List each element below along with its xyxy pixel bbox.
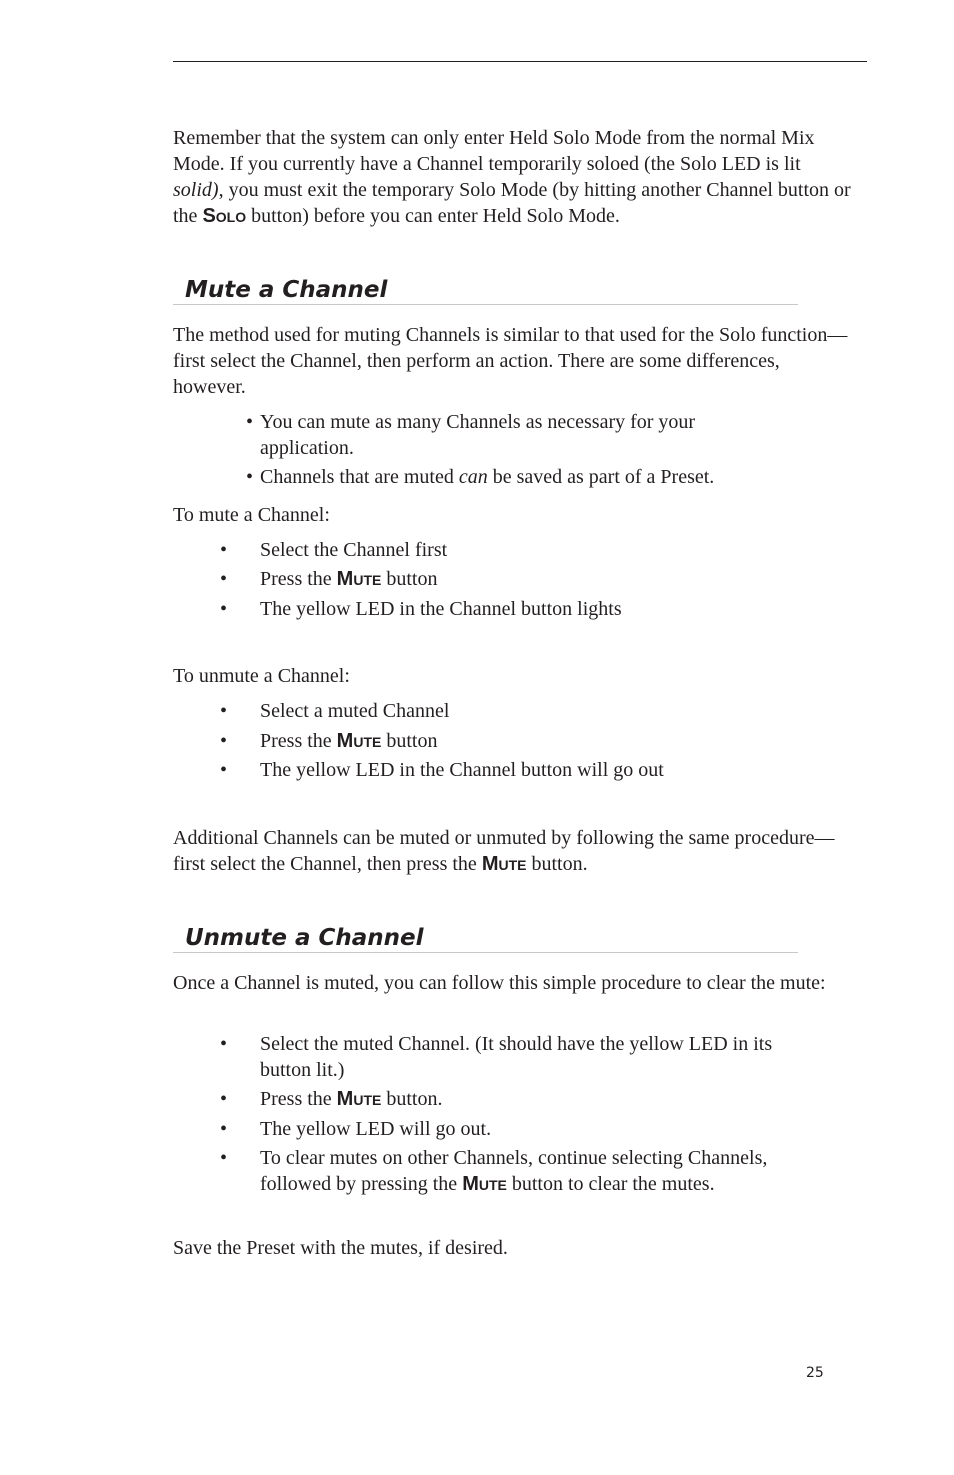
additional-paragraph (173, 825, 853, 877)
mute-button-name: Mute (481, 853, 527, 875)
bullet: • (220, 568, 228, 590)
intro-text-end: button) before you can enter Held Solo Mode. (246, 205, 620, 227)
bullet: • (246, 411, 254, 433)
mute-button-name: Mute (336, 1088, 382, 1110)
step-text: To clear mutes on other Channels, continue selecting Channels, followed by pressing the (260, 1147, 768, 1195)
to-mute-label: To mute a Channel: (173, 504, 330, 526)
intro-text: Remember that the system can only enter Held Solo Mode from the normal Mix Mode. If you currently have a Channel temporarily soloed (the Solo LED is lit (173, 127, 815, 175)
step-text: The yellow LED in the Channel button will go out (260, 759, 664, 781)
unmute-section-heading: Unmute a Channel (173, 923, 798, 953)
note-text: Channels that are muted (260, 466, 459, 488)
bullet: • (220, 700, 228, 722)
mute-section-heading: Mute a Channel (173, 275, 798, 305)
to-unmute-label: To unmute a Channel: (173, 665, 350, 687)
bullet: • (220, 539, 228, 561)
note-text-end: be saved as part of a Preset. (487, 466, 715, 488)
bullet: • (220, 1118, 228, 1140)
note-text: You can mute as many Channels as necessary for your application. (260, 411, 696, 459)
bullet: • (220, 730, 228, 752)
step-text-end: button to clear the mutes. (506, 1173, 715, 1195)
bullet: • (220, 598, 228, 620)
solo-button-name: Solo (202, 205, 247, 227)
bullet: • (220, 1088, 228, 1110)
note-item (246, 409, 766, 461)
bullet: • (220, 1147, 228, 1169)
additional-text: Additional Channels can be muted or unmuted by following the same procedure—first select the Channel, then press the (173, 827, 835, 875)
closing-paragraph: Save the Preset with the mutes, if desired. (173, 1237, 508, 1259)
mute-button-name: Mute (336, 730, 382, 752)
step-text: The yellow LED in the Channel button lights (260, 598, 622, 620)
step-text-end: button (381, 568, 438, 590)
bullet: • (220, 759, 228, 781)
step-text: The yellow LED will go out. (260, 1118, 492, 1140)
mute-button-name: Mute (462, 1173, 507, 1195)
header-rule (173, 61, 867, 62)
unmute-intro-paragraph: Once a Channel is muted, you can follow this simple procedure to clear the mute: (173, 972, 826, 994)
bullet: • (246, 466, 254, 488)
mute-intro-paragraph: The method used for muting Channels is similar to that used for the Solo function—first select the Channel, then perform an action. There are some differences, however. (173, 324, 848, 398)
solid-emphasis: solid) (173, 179, 219, 201)
can-emphasis: can (458, 466, 488, 488)
mute-button-name: Mute (336, 568, 382, 590)
step-text-end: button (381, 730, 438, 752)
step-text-end: button. (381, 1088, 443, 1110)
step-text: Press the (260, 1088, 337, 1110)
note-item (246, 464, 766, 490)
step-text: Select a muted Channel (260, 700, 450, 722)
step-text: Press the (260, 568, 337, 590)
page-number: 25 (806, 1365, 824, 1381)
step-text: Select the Channel first (260, 539, 448, 561)
additional-text-end: button. (526, 853, 588, 875)
intro-paragraph (173, 125, 853, 229)
step-text: Select the muted Channel. (It should have the yellow LED in its button lit.) (260, 1033, 773, 1081)
bullet: • (220, 1033, 228, 1055)
intro-text-cont: , you must exit the temporary Solo Mode (by hitting another Channel button or the (173, 179, 851, 227)
step-text: Press the (260, 730, 337, 752)
